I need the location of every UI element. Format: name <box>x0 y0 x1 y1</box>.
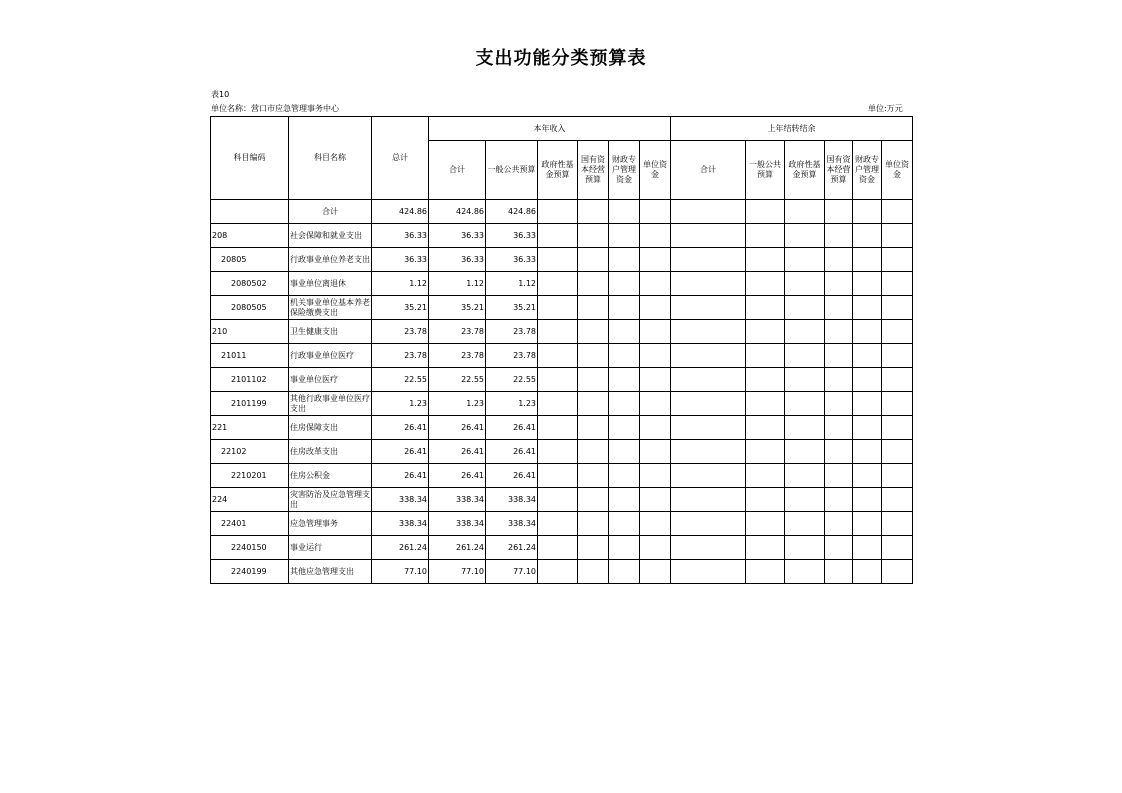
cell-total: 36.33 <box>372 248 429 272</box>
cell-code: 221 <box>211 416 289 440</box>
cell-current-special <box>609 464 640 488</box>
cell-current-unit <box>640 536 671 560</box>
cell-name: 住房保障支出 <box>289 416 372 440</box>
cell-current-general: 338.34 <box>486 512 538 536</box>
cell-total: 23.78 <box>372 344 429 368</box>
cell-total: 338.34 <box>372 488 429 512</box>
cell-total: 338.34 <box>372 512 429 536</box>
cell-carry-general <box>746 440 785 464</box>
cell-total: 1.23 <box>372 392 429 416</box>
table-row <box>211 344 913 368</box>
cell-carry-state-capital <box>825 200 853 224</box>
cell-carry-state-capital <box>825 560 853 584</box>
cell-total: 26.41 <box>372 464 429 488</box>
cell-current-unit <box>640 224 671 248</box>
cell-current-unit <box>640 416 671 440</box>
cell-total: 35.21 <box>372 296 429 320</box>
cell-carry-unit <box>882 464 913 488</box>
cell-current-general: 1.23 <box>486 392 538 416</box>
cell-current-fund <box>538 440 578 464</box>
cell-carry-state-capital <box>825 440 853 464</box>
cell-carry-fund <box>785 224 825 248</box>
cell-current-unit <box>640 392 671 416</box>
table-row <box>211 416 913 440</box>
cell-current-state-capital <box>578 536 609 560</box>
cell-current-fund <box>538 464 578 488</box>
cell-current-sum: 23.78 <box>429 344 486 368</box>
cell-code: 2101102 <box>211 368 289 392</box>
cell-current-state-capital <box>578 320 609 344</box>
cell-carry-fund <box>785 440 825 464</box>
cell-carry-unit <box>882 272 913 296</box>
header-total: 总计 <box>372 117 429 200</box>
cell-current-general: 23.78 <box>486 320 538 344</box>
cell-carry-unit <box>882 320 913 344</box>
cell-carry-sum <box>671 560 746 584</box>
cell-current-fund <box>538 296 578 320</box>
cell-current-special <box>609 248 640 272</box>
cell-current-special <box>609 512 640 536</box>
cell-carry-state-capital <box>825 536 853 560</box>
header-carry-special: 财政专户管理资金 <box>853 141 882 200</box>
cell-current-state-capital <box>578 248 609 272</box>
cell-current-sum: 338.34 <box>429 512 486 536</box>
cell-carry-special <box>853 344 882 368</box>
cell-name: 事业单位医疗 <box>289 368 372 392</box>
cell-carry-general <box>746 512 785 536</box>
cell-carry-general <box>746 416 785 440</box>
cell-carry-special <box>853 560 882 584</box>
cell-current-fund <box>538 560 578 584</box>
cell-current-sum: 338.34 <box>429 488 486 512</box>
header-carry-general: 一般公共预算 <box>746 141 785 200</box>
cell-current-state-capital <box>578 512 609 536</box>
table-row <box>211 488 913 512</box>
cell-name: 合计 <box>289 200 372 224</box>
cell-carry-general <box>746 392 785 416</box>
page-title: 支出功能分类预算表 <box>475 48 647 69</box>
cell-carry-unit <box>882 416 913 440</box>
cell-carry-fund <box>785 272 825 296</box>
cell-carry-sum <box>671 224 746 248</box>
cell-current-general: 77.10 <box>486 560 538 584</box>
cell-current-sum: 26.41 <box>429 464 486 488</box>
cell-current-fund <box>538 416 578 440</box>
cell-carry-general <box>746 296 785 320</box>
table-row <box>211 272 913 296</box>
cell-carry-fund <box>785 200 825 224</box>
cell-current-general: 36.33 <box>486 224 538 248</box>
cell-carry-special <box>853 296 882 320</box>
cell-carry-general <box>746 344 785 368</box>
table-row <box>211 296 913 320</box>
header-current-unit: 单位资金 <box>640 141 671 200</box>
cell-current-fund <box>538 488 578 512</box>
cell-code: 2080505 <box>211 296 289 320</box>
cell-current-state-capital <box>578 464 609 488</box>
cell-current-unit <box>640 272 671 296</box>
cell-current-sum: 35.21 <box>429 296 486 320</box>
cell-carry-fund <box>785 464 825 488</box>
cell-current-sum: 36.33 <box>429 248 486 272</box>
cell-total: 261.24 <box>372 536 429 560</box>
cell-carry-unit <box>882 248 913 272</box>
cell-current-special <box>609 296 640 320</box>
cell-current-general: 26.41 <box>486 416 538 440</box>
cell-carry-sum <box>671 320 746 344</box>
cell-carry-fund <box>785 344 825 368</box>
cell-current-fund <box>538 536 578 560</box>
cell-current-general: 23.78 <box>486 344 538 368</box>
cell-carry-sum <box>671 536 746 560</box>
cell-carry-sum <box>671 512 746 536</box>
cell-name: 行政事业单位养老支出 <box>289 248 372 272</box>
cell-carry-special <box>853 464 882 488</box>
cell-current-fund <box>538 224 578 248</box>
cell-code: 2080502 <box>211 272 289 296</box>
cell-current-general: 338.34 <box>486 488 538 512</box>
cell-current-general: 26.41 <box>486 464 538 488</box>
header-carry-state-capital: 国有资本经营预算 <box>825 141 853 200</box>
table-row <box>211 320 913 344</box>
cell-current-state-capital <box>578 200 609 224</box>
cell-carry-general <box>746 368 785 392</box>
cell-carry-special <box>853 200 882 224</box>
header-current-income: 本年收入 <box>429 117 671 141</box>
cell-code: 2240199 <box>211 560 289 584</box>
cell-carry-general <box>746 320 785 344</box>
cell-current-unit <box>640 560 671 584</box>
cell-current-unit <box>640 296 671 320</box>
cell-carry-fund <box>785 296 825 320</box>
cell-carry-fund <box>785 560 825 584</box>
cell-name: 灾害防治及应急管理支出 <box>289 488 372 512</box>
cell-code: 208 <box>211 224 289 248</box>
header-carry-sum: 合计 <box>671 141 746 200</box>
cell-carry-unit <box>882 296 913 320</box>
header-current-special: 财政专户管理资金 <box>609 141 640 200</box>
cell-total: 26.41 <box>372 416 429 440</box>
cell-current-special <box>609 440 640 464</box>
cell-carry-unit <box>882 536 913 560</box>
cell-code: 2210201 <box>211 464 289 488</box>
cell-name: 事业运行 <box>289 536 372 560</box>
header-current-sum: 合计 <box>429 141 486 200</box>
cell-current-special <box>609 320 640 344</box>
cell-total: 1.12 <box>372 272 429 296</box>
cell-current-sum: 1.12 <box>429 272 486 296</box>
cell-current-special <box>609 344 640 368</box>
cell-carry-sum <box>671 464 746 488</box>
cell-current-general: 22.55 <box>486 368 538 392</box>
cell-total: 424.86 <box>372 200 429 224</box>
cell-carry-fund <box>785 488 825 512</box>
cell-carry-state-capital <box>825 392 853 416</box>
header-name: 科目名称 <box>289 117 372 200</box>
cell-code: 22401 <box>211 512 289 536</box>
cell-carry-special <box>853 512 882 536</box>
cell-carry-sum <box>671 248 746 272</box>
header-carry-fund: 政府性基金预算 <box>785 141 825 200</box>
cell-current-unit <box>640 440 671 464</box>
cell-name: 事业单位离退休 <box>289 272 372 296</box>
cell-carry-general <box>746 488 785 512</box>
cell-name: 其他行政事业单位医疗支出 <box>289 392 372 416</box>
cell-current-state-capital <box>578 344 609 368</box>
cell-carry-sum <box>671 368 746 392</box>
cell-current-fund <box>538 200 578 224</box>
cell-carry-state-capital <box>825 248 853 272</box>
table-row <box>211 200 913 224</box>
cell-carry-general <box>746 464 785 488</box>
header-current-fund: 政府性基金预算 <box>538 141 578 200</box>
cell-current-unit <box>640 320 671 344</box>
cell-current-general: 424.86 <box>486 200 538 224</box>
cell-carry-state-capital <box>825 368 853 392</box>
table-row <box>211 248 913 272</box>
cell-current-state-capital <box>578 296 609 320</box>
cell-carry-state-capital <box>825 320 853 344</box>
cell-carry-state-capital <box>825 488 853 512</box>
cell-current-fund <box>538 248 578 272</box>
cell-carry-special <box>853 272 882 296</box>
unit-name: 单位名称：营口市应急管理事务中心 <box>211 104 339 113</box>
cell-carry-general <box>746 272 785 296</box>
cell-carry-unit <box>882 560 913 584</box>
currency-unit: 单位:万元 <box>868 104 903 113</box>
cell-code <box>211 200 289 224</box>
cell-carry-sum <box>671 272 746 296</box>
cell-carry-unit <box>882 224 913 248</box>
table-row <box>211 560 913 584</box>
table-row <box>211 512 913 536</box>
cell-carry-unit <box>882 488 913 512</box>
cell-current-sum: 22.55 <box>429 368 486 392</box>
cell-current-general: 36.33 <box>486 248 538 272</box>
cell-code: 210 <box>211 320 289 344</box>
cell-name: 行政事业单位医疗 <box>289 344 372 368</box>
cell-current-unit <box>640 344 671 368</box>
cell-carry-state-capital <box>825 296 853 320</box>
cell-carry-unit <box>882 368 913 392</box>
cell-carry-fund <box>785 368 825 392</box>
cell-current-state-capital <box>578 488 609 512</box>
cell-current-fund <box>538 368 578 392</box>
cell-carry-sum <box>671 392 746 416</box>
cell-carry-state-capital <box>825 464 853 488</box>
cell-current-sum: 77.10 <box>429 560 486 584</box>
cell-carry-fund <box>785 248 825 272</box>
cell-current-special <box>609 200 640 224</box>
cell-carry-sum <box>671 488 746 512</box>
cell-current-state-capital <box>578 224 609 248</box>
cell-current-sum: 261.24 <box>429 536 486 560</box>
cell-carry-state-capital <box>825 272 853 296</box>
cell-carry-special <box>853 392 882 416</box>
cell-code: 20805 <box>211 248 289 272</box>
cell-current-state-capital <box>578 416 609 440</box>
cell-code: 22102 <box>211 440 289 464</box>
cell-carry-special <box>853 488 882 512</box>
cell-carry-state-capital <box>825 224 853 248</box>
cell-carry-fund <box>785 416 825 440</box>
cell-current-unit <box>640 368 671 392</box>
cell-current-special <box>609 536 640 560</box>
cell-carry-sum <box>671 296 746 320</box>
cell-current-sum: 23.78 <box>429 320 486 344</box>
cell-total: 77.10 <box>372 560 429 584</box>
cell-carry-general <box>746 536 785 560</box>
cell-carry-state-capital <box>825 416 853 440</box>
cell-name: 应急管理事务 <box>289 512 372 536</box>
cell-current-sum: 1.23 <box>429 392 486 416</box>
cell-current-general: 26.41 <box>486 440 538 464</box>
cell-carry-special <box>853 320 882 344</box>
cell-name: 住房改革支出 <box>289 440 372 464</box>
cell-current-special <box>609 392 640 416</box>
cell-current-unit <box>640 512 671 536</box>
cell-current-fund <box>538 320 578 344</box>
cell-current-state-capital <box>578 560 609 584</box>
table-row <box>211 536 913 560</box>
cell-current-sum: 26.41 <box>429 440 486 464</box>
cell-carry-special <box>853 248 882 272</box>
cell-current-fund <box>538 272 578 296</box>
cell-carry-general <box>746 224 785 248</box>
table-row <box>211 392 913 416</box>
cell-current-general: 261.24 <box>486 536 538 560</box>
cell-current-special <box>609 488 640 512</box>
cell-name: 卫生健康支出 <box>289 320 372 344</box>
cell-current-fund <box>538 344 578 368</box>
cell-current-special <box>609 224 640 248</box>
cell-name: 其他应急管理支出 <box>289 560 372 584</box>
cell-carry-general <box>746 560 785 584</box>
cell-carry-unit <box>882 512 913 536</box>
cell-carry-special <box>853 536 882 560</box>
cell-carry-unit <box>882 200 913 224</box>
cell-current-state-capital <box>578 272 609 296</box>
cell-current-special <box>609 416 640 440</box>
table-row <box>211 464 913 488</box>
cell-current-state-capital <box>578 368 609 392</box>
cell-name: 机关事业单位基本养老保险缴费支出 <box>289 296 372 320</box>
cell-carry-general <box>746 248 785 272</box>
cell-carry-sum <box>671 440 746 464</box>
cell-name: 社会保障和就业支出 <box>289 224 372 248</box>
cell-total: 26.41 <box>372 440 429 464</box>
header-current-state-capital: 国有资本经营预算 <box>578 141 609 200</box>
cell-total: 23.78 <box>372 320 429 344</box>
cell-code: 2101199 <box>211 392 289 416</box>
cell-total: 22.55 <box>372 368 429 392</box>
cell-carry-state-capital <box>825 512 853 536</box>
cell-carry-state-capital <box>825 344 853 368</box>
cell-carry-fund <box>785 536 825 560</box>
cell-current-sum: 26.41 <box>429 416 486 440</box>
cell-carry-special <box>853 224 882 248</box>
cell-code: 21011 <box>211 344 289 368</box>
cell-carry-sum <box>671 416 746 440</box>
cell-carry-general <box>746 200 785 224</box>
cell-carry-unit <box>882 344 913 368</box>
budget-table <box>210 116 913 584</box>
cell-name: 住房公积金 <box>289 464 372 488</box>
cell-code: 2240150 <box>211 536 289 560</box>
table-body <box>211 200 913 584</box>
cell-current-sum: 424.86 <box>429 200 486 224</box>
cell-current-state-capital <box>578 392 609 416</box>
cell-current-general: 1.12 <box>486 272 538 296</box>
cell-current-special <box>609 368 640 392</box>
cell-current-unit <box>640 200 671 224</box>
cell-carry-special <box>853 416 882 440</box>
cell-code: 224 <box>211 488 289 512</box>
cell-carry-special <box>853 440 882 464</box>
cell-carry-unit <box>882 440 913 464</box>
cell-current-special <box>609 272 640 296</box>
cell-carry-unit <box>882 392 913 416</box>
cell-current-special <box>609 560 640 584</box>
cell-current-fund <box>538 512 578 536</box>
cell-current-unit <box>640 488 671 512</box>
cell-current-unit <box>640 464 671 488</box>
header-carry-unit: 单位资金 <box>882 141 913 200</box>
cell-carry-fund <box>785 320 825 344</box>
table-number: 表10 <box>211 90 230 99</box>
cell-carry-fund <box>785 512 825 536</box>
cell-carry-fund <box>785 392 825 416</box>
cell-carry-sum <box>671 200 746 224</box>
table-row <box>211 224 913 248</box>
cell-current-fund <box>538 392 578 416</box>
header-current-general: 一般公共预算 <box>486 141 538 200</box>
cell-current-sum: 36.33 <box>429 224 486 248</box>
cell-current-unit <box>640 248 671 272</box>
cell-current-general: 35.21 <box>486 296 538 320</box>
header-carryover: 上年结转结余 <box>671 117 913 141</box>
cell-carry-special <box>853 368 882 392</box>
table-row <box>211 440 913 464</box>
cell-current-state-capital <box>578 440 609 464</box>
cell-carry-sum <box>671 344 746 368</box>
cell-total: 36.33 <box>372 224 429 248</box>
table-row <box>211 368 913 392</box>
header-code: 科目编码 <box>211 117 289 200</box>
